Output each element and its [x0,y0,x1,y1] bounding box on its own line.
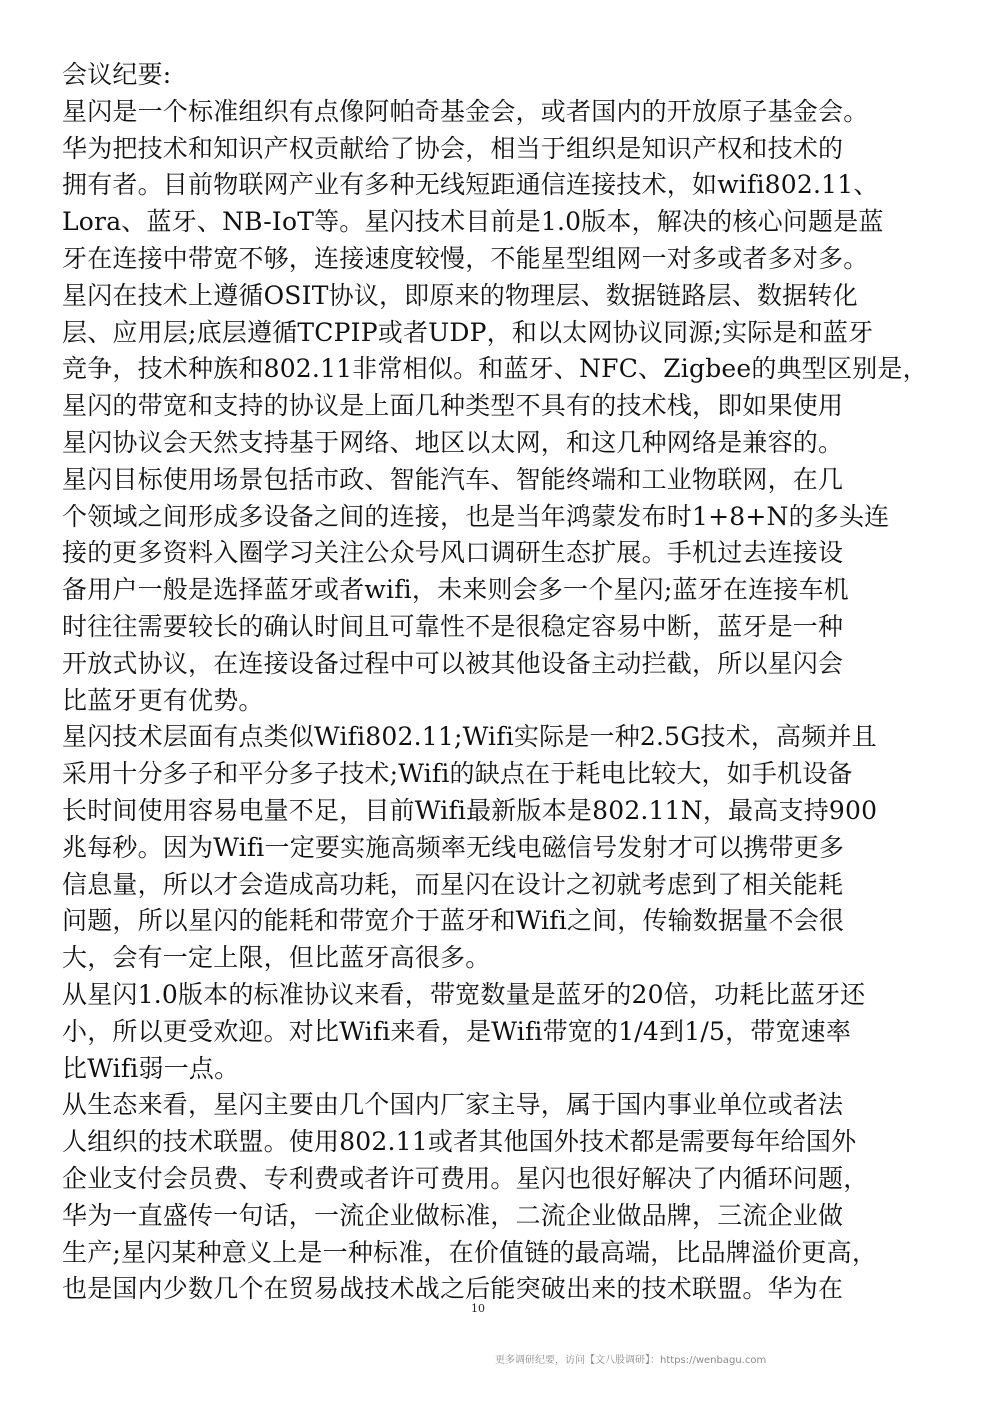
text-line: 星闪技术层面有点类似Wifi802.11;Wifi实际是一种2.5G技术，高频并且 [62,722,877,752]
text-line: 层、应用层;底层遵循TCPIP或者UDP，和以太网协议同源;实际是和蓝牙 [62,317,874,347]
text-line: 采用十分多子和平分多子技术;Wifi的缺点在于耗电比较大，如手机设备 [62,759,853,789]
text-line: 星闪是一个标准组织有点像阿帕奇基金会，或者国内的开放原子基金会。 [62,96,869,126]
page-number: 10 [471,1302,485,1315]
text-line: 生产;星闪某种意义上是一种标准，在价值链的最高端，比品牌溢价更高， [62,1237,878,1267]
text-line: 比Wifi弱一点。 [62,1053,240,1083]
text-line: 信息量，所以才会造成高功耗，而星闪在设计之初就考虑到了相关能耗 [62,869,844,899]
text-line: 小，所以更受欢迎。对比Wifi来看，是Wifi带宽的1/4到1/5，带宽速率 [62,1016,852,1046]
text-line: 星闪在技术上遵循OSIT协议，即原来的物理层、数据链路层、数据转化 [62,280,858,310]
footer-link-text[interactable]: 更多调研纪要，访问【文八股调研】：https://wenbagu.com [495,1355,767,1366]
text-line: 兆每秒。因为Wifi一定要实施高频率无线电磁信号发射才可以携带更多 [62,832,845,862]
text-line: 华为一直盛传一句话，一流企业做标准，二流企业做品牌，三流企业做 [62,1200,844,1230]
text-line: 竞争，技术种族和802.11非常相似。和蓝牙、NFC、Zigbee的典型区别是， [62,354,928,384]
text-line: 牙在连接中带宽不够，连接速度较慢，不能星型组网一对多或者多对多。 [62,243,869,273]
text-line: 个领域之间形成多设备之间的连接，也是当年鸿蒙发布时1+8+N的多头连 [62,501,890,531]
text-line: 问题，所以星闪的能耗和带宽介于蓝牙和Wifi之间，传输数据量不会很 [62,906,845,936]
text-line: 大，会有一定上限，但比蓝牙高很多。 [62,943,491,973]
text-line: 从生态来看，星闪主要由几个国内厂家主导，属于国内事业单位或者法 [62,1090,844,1120]
text-line: 接的更多资料入圈学习关注公众号风口调研生态扩展。手机过去连接设 [62,538,844,568]
text-line: 星闪的带宽和支持的协议是上面几种类型不具有的技术栈，即如果使用 [62,391,844,421]
text-line: 时往往需要较长的确认时间且可靠性不是很稳定容易中断，蓝牙是一种 [62,611,844,641]
document-body [62,57,937,1308]
text-line: 备用户一般是选择蓝牙或者wifi，未来则会多一个星闪;蓝牙在连接车机 [62,575,849,605]
text-line: 比蓝牙更有优势。 [62,685,264,715]
document-heading: 会议纪要: [62,60,172,89]
text-line: 企业支付会员费、专利费或者许可费用。星闪也很好解决了内循环问题， [62,1163,869,1193]
text-line: 从星闪1.0版本的标准协议来看，带宽数量是蓝牙的20倍，功耗比蓝牙还 [62,979,866,1009]
text-line: 人组织的技术联盟。使用802.11或者其他国外技术都是需要每年给国外 [62,1127,857,1157]
text-line: Lora、蓝牙、NB-IoT等。星闪技术目前是1.0版本，解决的核心问题是蓝 [62,207,884,237]
text-line: 也是国内少数几个在贸易战技术战之后能突破出来的技术联盟。华为在 [62,1274,844,1304]
text-line: 星闪协议会天然支持基于网络、地区以太网，和这几种网络是兼容的。 [62,427,844,457]
text-line: 华为把技术和知识产权贡献给了协会，相当于组织是知识产权和技术的 [62,133,844,163]
text-line: 星闪目标使用场景包括市政、智能汽车、智能终端和工业物联网，在几 [62,464,844,494]
text-line: 开放式协议，在连接设备过程中可以被其他设备主动拦截，所以星闪会 [62,648,844,678]
text-line: 长时间使用容易电量不足，目前Wifi最新版本是802.11N，最高支持900 [62,795,878,825]
text-line: 拥有者。目前物联网产业有多种无线短距通信连接技术，如wifi802.11、 [62,170,879,200]
